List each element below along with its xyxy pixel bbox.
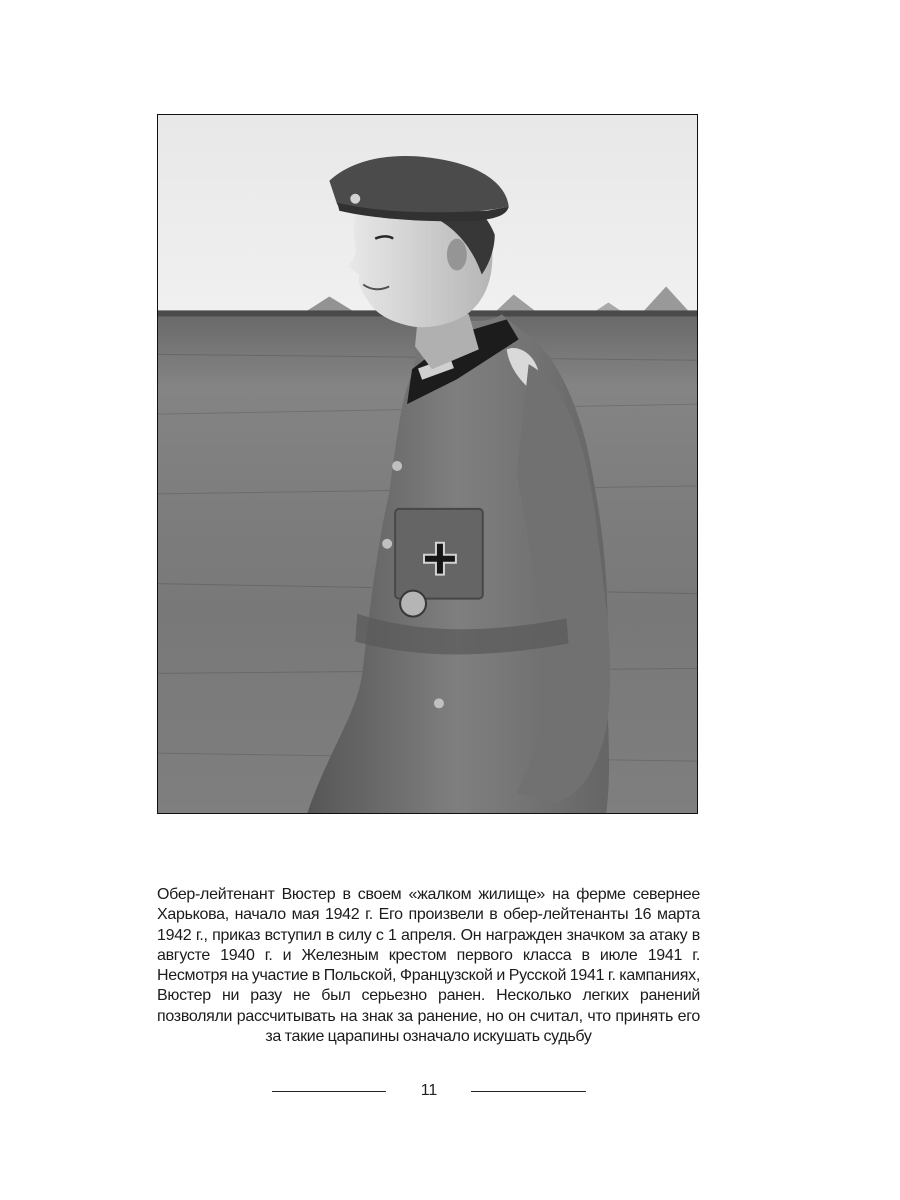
page-footer <box>0 1080 900 1102</box>
photo-caption: Обер-лейтенант Вюстер в своем «жалком жилище» на ферме севернее Харькова, начало мая 1942 г. Его произвели в обер-лейтенанты 16 марта 1942 г., приказ вступил в силу с 1 апреля. Он награжден значком за атаку в августе 1940 г. и Железным крестом первого класса в июле 1941 г. Несмотря на участие в Польской, Французской и Русской 1941 г. кампаниях, Вюстер ни разу не был серьезно ранен. Несколько легких ранений позволяли рассчитывать на знак за ранение, но он считал, что принять его за такие царапины означало искушать судьбу <box>157 886 700 1046</box>
footer-rule-left <box>272 1091 386 1092</box>
page-number: 11 <box>420 1082 438 1099</box>
footer-rule-right <box>471 1091 586 1092</box>
photograph <box>157 114 698 814</box>
photo-illustration <box>158 115 697 813</box>
